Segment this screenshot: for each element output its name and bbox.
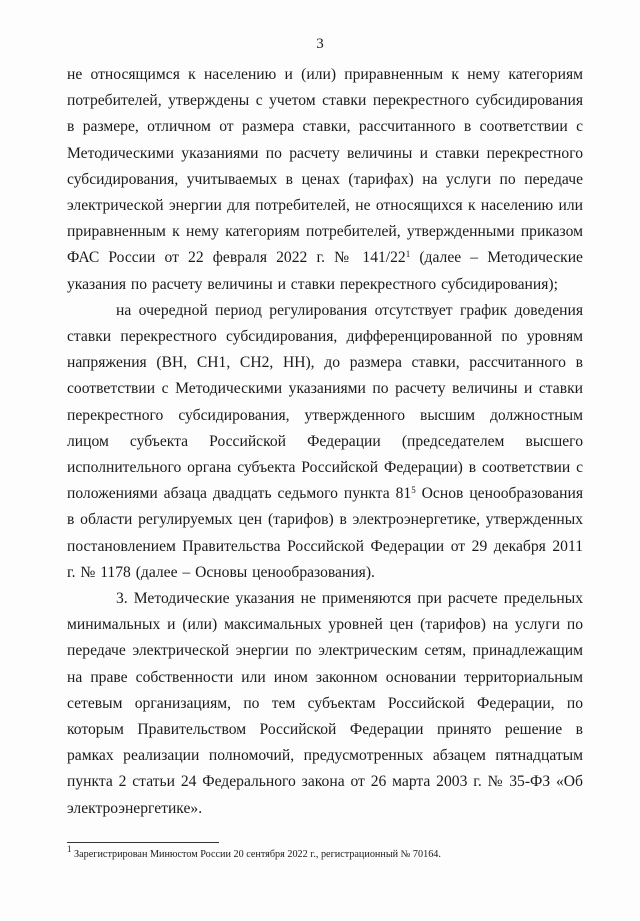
paragraph-text: Основ ценообразования в области регулируемых цен (тарифов) в электроэнергетике, утвержденных постановлением Правительства Российской Федерации от 29 декабря 2011 г. № 1178 (далее – Основы ценообразования). bbox=[67, 485, 583, 581]
document-body bbox=[67, 62, 583, 822]
footnote-marker: 1 bbox=[67, 844, 72, 854]
paragraph-item-3: 3. Методические указания не применяются при расчете предельных минимальных и (или) максимальных уровней цен (тарифов) на услуги по передаче электрической энергии по электрическим сетям, принадлежащим на праве собственности или ином законном основании территориальным сетевым организациям, по тем субъектам Российской Федерации, по которым Правительством Российской Федерации принято решение в рамках реализации полномочий, предусмотренных абзацем пятнадцатым пункта 2 статьи 24 Федерального закона от 26 марта 2003 г. № 35-ФЗ «Об электроэнергетике». bbox=[67, 590, 583, 817]
footnote-reference: 1 bbox=[405, 249, 411, 260]
footnote-separator bbox=[67, 842, 219, 843]
paragraph-cross-subsidy-schedule bbox=[67, 298, 583, 586]
footnote bbox=[67, 844, 583, 862]
paragraph-text: на очередной период регулирования отсутствует график доведения ставки перекрестного субсидирования, дифференцированной по уровням напряжения (ВН, СН1, СН2, НН), до размера ставки, рассчитанного в соответствии с Методическими указаниями по расчету величины и ставки перекрестного субсидирования, утвержденного высшим должностным лицом субъекта Российской Федерации (председателем высшего исполнительного органа субъекта Российской Федерации) в соответствии с положениями абзаца двадцать седьмого пункта 81 bbox=[67, 301, 583, 503]
footnote-reference: 5 bbox=[411, 485, 416, 496]
footnote-text: Зарегистрирован Минюстом России 20 сентября 2022 г., регистрационный № 70164. bbox=[71, 849, 441, 860]
paragraph-continuation bbox=[67, 62, 583, 298]
paragraph-text: не относящимся к населению и (или) приравненным к нему категориям потребителей, утверждены с учетом ставки перекрестного субсидирования в размере, отличном от размера ставки, рассчитанного в соответствии с Методическими указаниями по расчету величины и ставки перекрестного субсидирования, учитываемых в ценах (тарифах) на услуги по передаче электрической энергии для потребителей, не относящихся к населению или приравненным к нему категориям потребителей, утвержденными приказом ФАС России от 22 февраля 2022 г. № 141/22 bbox=[67, 66, 583, 267]
paragraph-text: (далее – Методические указания по расчету величины и ставки перекрестного субсидирования); bbox=[67, 249, 583, 293]
page-number: 3 bbox=[316, 36, 324, 52]
